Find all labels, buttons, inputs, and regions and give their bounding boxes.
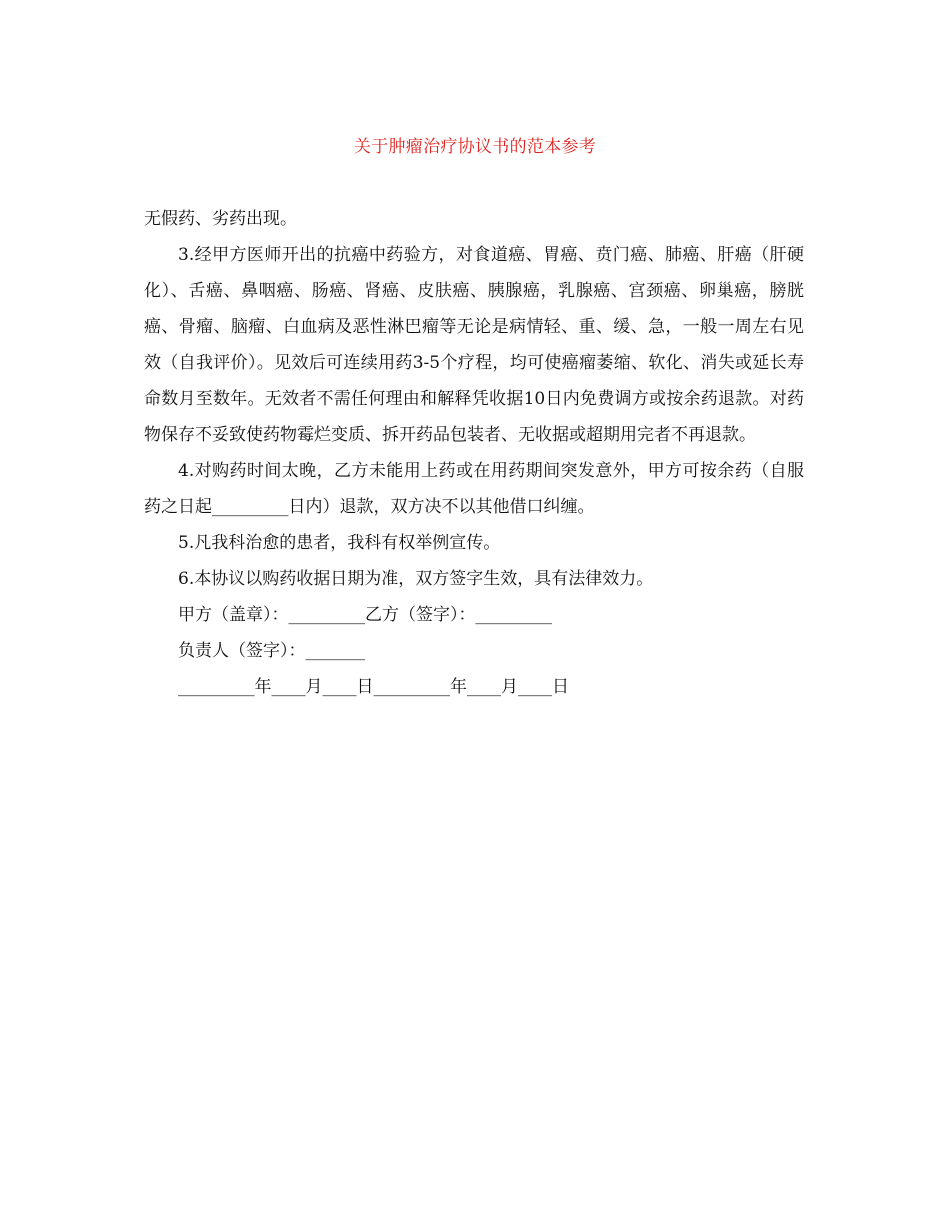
paragraph-item-6: 6.本协议以购药收据日期为准，双方签字生效，具有法律效力。 bbox=[178, 569, 654, 589]
document-title: 关于肿瘤治疗协议书的范本参考 bbox=[353, 137, 597, 157]
document-body bbox=[144, 201, 804, 705]
signature-responsible-line: 负责人（签字）：_______ bbox=[178, 641, 365, 661]
paragraph-item-4: 4.对购药时间太晚，乙方未能用上药或在用药期间突发意外，甲方可按余药（自服药之日起_________日内）退款，双方决不以其他借口纠缠。 bbox=[144, 461, 804, 517]
paragraph-item-5: 5.凡我科治愈的患者，我科有权举例宣传。 bbox=[178, 533, 501, 553]
paragraph-item-3: 3.经甲方医师开出的抗癌中药验方，对食道癌、胃癌、贲门癌、肺癌、肝癌（肝硬化）、舌癌、鼻咽癌、肠癌、肾癌、皮肤癌、胰腺癌，乳腺癌、宫颈癌、卵巢癌，膀胱癌、骨瘤、脑瘤、白血病及恶性淋巴瘤等无论是病情轻、重、缓、急，一般一周左右见效（自我评价）。见效后可连续用药3-5个疗程，均可使癌瘤萎缩、软化、消失或延长寿命数月至数年。无效者不需任何理由和解释凭收据10日内免费调方或按余药退款。对药物保存不妥致使药物霉烂变质、拆开药品包装者、无收据或超期用完者不再退款。 bbox=[144, 245, 804, 445]
signature-date-line: _________年____月____日_________年____月____日 bbox=[178, 677, 569, 697]
paragraph-continuation: 无假药、劣药出现。 bbox=[144, 209, 297, 229]
signature-party-line: 甲方（盖章）：_________乙方（签字）：_________ bbox=[178, 605, 552, 625]
